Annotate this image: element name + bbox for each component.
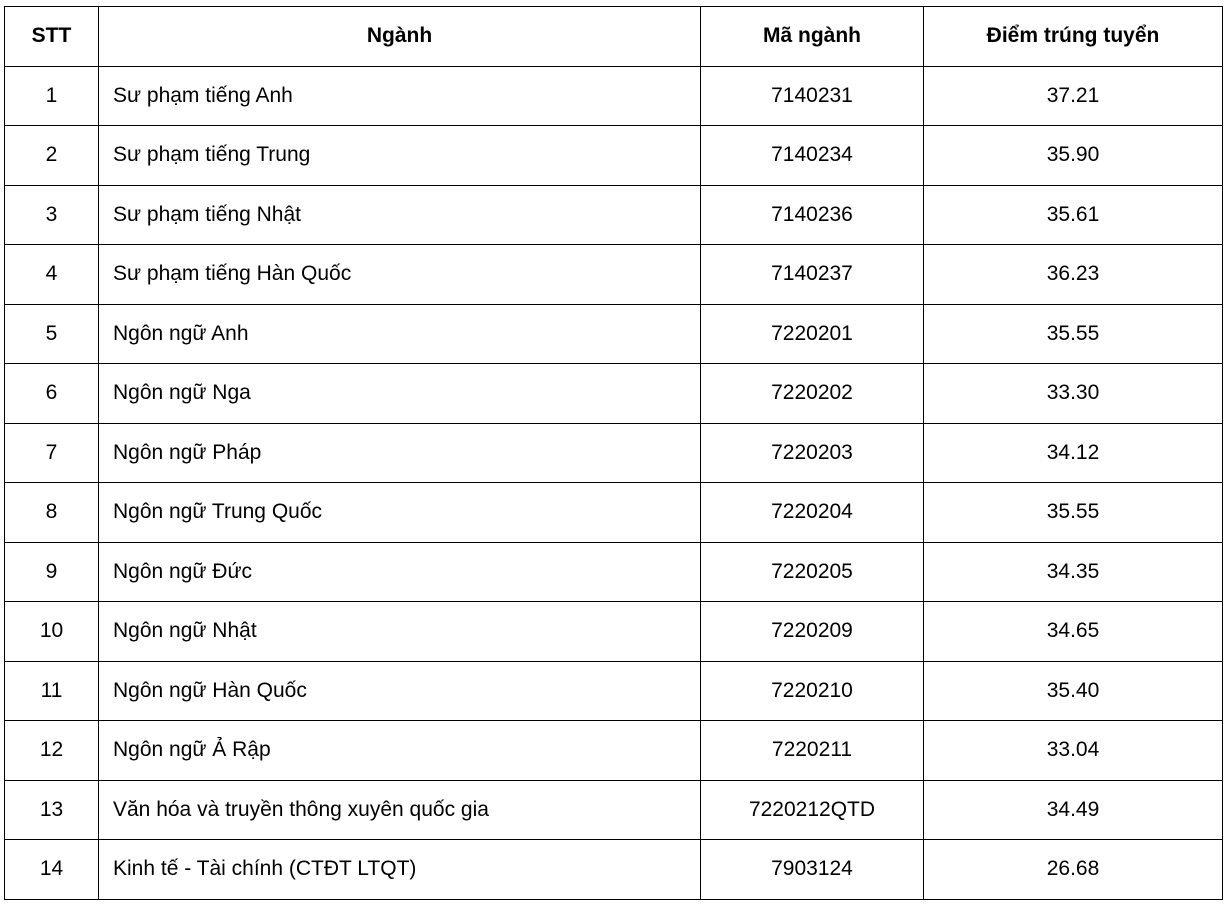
cell-major-code: 7220201 bbox=[701, 304, 924, 364]
cell-stt: 7 bbox=[5, 423, 99, 483]
cell-major: Ngôn ngữ Đức bbox=[99, 542, 701, 602]
cell-admission-score: 33.30 bbox=[924, 364, 1223, 424]
header-major-code: Mã ngành bbox=[701, 7, 924, 67]
cell-major: Ngôn ngữ Pháp bbox=[99, 423, 701, 483]
cell-major-code: 7220202 bbox=[701, 364, 924, 424]
table-row bbox=[5, 245, 1223, 305]
table-row bbox=[5, 66, 1223, 126]
table-header-row bbox=[5, 7, 1223, 67]
cell-major: Ngôn ngữ Hàn Quốc bbox=[99, 661, 701, 721]
cell-stt: 14 bbox=[5, 840, 99, 900]
table-row bbox=[5, 602, 1223, 662]
cell-admission-score: 37.21 bbox=[924, 66, 1223, 126]
cell-major-code: 7140237 bbox=[701, 245, 924, 305]
cell-major: Ngôn ngữ Nga bbox=[99, 364, 701, 424]
cell-stt: 1 bbox=[5, 66, 99, 126]
cell-admission-score: 26.68 bbox=[924, 840, 1223, 900]
cell-major-code: 7220205 bbox=[701, 542, 924, 602]
cell-admission-score: 34.12 bbox=[924, 423, 1223, 483]
cell-admission-score: 36.23 bbox=[924, 245, 1223, 305]
cell-admission-score: 33.04 bbox=[924, 721, 1223, 781]
table-row bbox=[5, 542, 1223, 602]
cell-major: Kinh tế - Tài chính (CTĐT LTQT) bbox=[99, 840, 701, 900]
cell-stt: 9 bbox=[5, 542, 99, 602]
cell-stt: 3 bbox=[5, 185, 99, 245]
cell-admission-score: 35.40 bbox=[924, 661, 1223, 721]
cell-major: Sư phạm tiếng Nhật bbox=[99, 185, 701, 245]
table-row bbox=[5, 304, 1223, 364]
cell-major: Sư phạm tiếng Trung bbox=[99, 126, 701, 186]
cell-major: Ngôn ngữ Ả Rập bbox=[99, 721, 701, 781]
table-row bbox=[5, 721, 1223, 781]
cell-admission-score: 34.49 bbox=[924, 780, 1223, 840]
admission-scores-table bbox=[4, 6, 1223, 900]
cell-major-code: 7220203 bbox=[701, 423, 924, 483]
header-major: Ngành bbox=[99, 7, 701, 67]
header-admission-score: Điểm trúng tuyển bbox=[924, 7, 1223, 67]
cell-major-code: 7140236 bbox=[701, 185, 924, 245]
table-row bbox=[5, 423, 1223, 483]
cell-stt: 6 bbox=[5, 364, 99, 424]
table-row bbox=[5, 780, 1223, 840]
cell-stt: 2 bbox=[5, 126, 99, 186]
table-row bbox=[5, 364, 1223, 424]
table-row bbox=[5, 483, 1223, 543]
cell-major-code: 7140234 bbox=[701, 126, 924, 186]
cell-admission-score: 34.65 bbox=[924, 602, 1223, 662]
cell-major-code: 7220211 bbox=[701, 721, 924, 781]
cell-admission-score: 35.61 bbox=[924, 185, 1223, 245]
cell-major: Ngôn ngữ Anh bbox=[99, 304, 701, 364]
cell-admission-score: 35.90 bbox=[924, 126, 1223, 186]
cell-admission-score: 35.55 bbox=[924, 483, 1223, 543]
cell-major-code: 7140231 bbox=[701, 66, 924, 126]
cell-major-code: 7220204 bbox=[701, 483, 924, 543]
cell-stt: 10 bbox=[5, 602, 99, 662]
cell-major: Ngôn ngữ Nhật bbox=[99, 602, 701, 662]
table-row bbox=[5, 126, 1223, 186]
cell-major: Ngôn ngữ Trung Quốc bbox=[99, 483, 701, 543]
table-body bbox=[5, 66, 1223, 899]
cell-major-code: 7220209 bbox=[701, 602, 924, 662]
cell-stt: 5 bbox=[5, 304, 99, 364]
cell-stt: 12 bbox=[5, 721, 99, 781]
cell-major: Văn hóa và truyền thông xuyên quốc gia bbox=[99, 780, 701, 840]
cell-major-code: 7220212QTD bbox=[701, 780, 924, 840]
table-row bbox=[5, 185, 1223, 245]
cell-major: Sư phạm tiếng Anh bbox=[99, 66, 701, 126]
cell-stt: 13 bbox=[5, 780, 99, 840]
table-row bbox=[5, 840, 1223, 900]
cell-stt: 4 bbox=[5, 245, 99, 305]
cell-stt: 11 bbox=[5, 661, 99, 721]
cell-major: Sư phạm tiếng Hàn Quốc bbox=[99, 245, 701, 305]
cell-stt: 8 bbox=[5, 483, 99, 543]
cell-major-code: 7903124 bbox=[701, 840, 924, 900]
cell-admission-score: 34.35 bbox=[924, 542, 1223, 602]
cell-major-code: 7220210 bbox=[701, 661, 924, 721]
cell-admission-score: 35.55 bbox=[924, 304, 1223, 364]
header-stt: STT bbox=[5, 7, 99, 67]
admission-scores-table-container bbox=[4, 6, 1223, 900]
table-row bbox=[5, 661, 1223, 721]
